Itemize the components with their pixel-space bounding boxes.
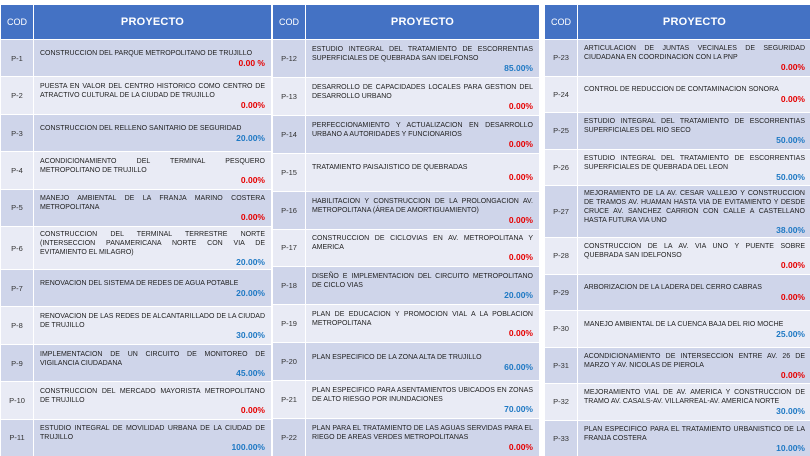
project-cell: [578, 384, 810, 420]
progress-percentage: 20.00%: [236, 257, 265, 268]
project-cell: [34, 77, 271, 113]
project-code: P-26: [545, 150, 578, 186]
project-name: MANEJO AMBIENTAL DE LA CUENCA BAJA DEL RIO MOCHE: [584, 320, 784, 328]
project-cell: [578, 150, 810, 186]
project-name: CONTROL DE REDUCCION DE CONTAMINACION SONORA: [584, 86, 779, 94]
project-code: P-3: [1, 115, 34, 151]
project-code: P-21: [273, 381, 306, 418]
project-cell: [578, 77, 810, 113]
project-name: CONSTRUCCION DE CICLOVIAS EN AV. METROPOLITANA Y AMERICA: [312, 235, 533, 252]
project-cell: [34, 40, 271, 76]
progress-percentage: 20.00%: [236, 133, 265, 144]
project-code: P-22: [273, 419, 306, 456]
progress-percentage: 0.00%: [508, 172, 533, 183]
project-code: P-17: [273, 230, 306, 267]
project-name: ESTUDIO INTEGRAL DEL TRATAMIENTO DE ESCORRENTIAS SUPERFICIALES DE QUEBRADA DEL LEON: [584, 154, 805, 171]
project-code: P-18: [273, 267, 306, 304]
project-cell: [34, 190, 271, 226]
project-cell: [34, 270, 271, 306]
project-table-3: [544, 5, 810, 456]
table-row: [1, 39, 271, 76]
project-cell: [306, 381, 539, 418]
header-cod: COD: [545, 5, 578, 39]
progress-percentage: 0.00%: [508, 442, 533, 453]
progress-percentage: 38.00%: [776, 225, 805, 235]
table-row: [273, 418, 539, 456]
progress-percentage: 0.00%: [240, 404, 265, 415]
table-row: [1, 226, 271, 269]
table-row: [273, 266, 539, 304]
progress-percentage: 60.00%: [504, 361, 533, 372]
progress-percentage: 10.00%: [776, 442, 805, 453]
project-name: CONSTRUCCION DEL PARQUE METROPOLITANO DE TRUJILLO: [40, 50, 253, 58]
progress-percentage: 50.00%: [776, 171, 805, 182]
progress-percentage: 25.00%: [776, 328, 805, 339]
progress-percentage: 20.00%: [236, 288, 265, 299]
project-cell: [34, 420, 271, 456]
project-name: ACONDICIONAMIENTO DEL TERMINAL PESQUERO METROPOLITANO DE TRUJILLO: [40, 157, 265, 174]
project-cell: [306, 154, 539, 191]
project-code: P-5: [1, 190, 34, 226]
project-name: MEJORAMIENTO DE LA AV. CESAR VALLEJO Y CONSTRUCCION DE TRAMOS AV. HUAMAN HASTA VIA DE EVITAMIENTO Y DESDE CRUCE AV. SANCHEZ CARRION CON CALLE A CASTELLANO HASTA FUTURA VIA UNO: [584, 190, 805, 224]
project-name: HABILITACION Y CONSTRUCCION DE LA PROLONGACION AV. METROPOLITANA (ÁREA DE AMORTIGUAMIENTO): [312, 197, 533, 214]
project-code: P-32: [545, 384, 578, 420]
table-row: [545, 420, 810, 456]
table-header: [273, 5, 539, 39]
table-row: [545, 310, 810, 347]
project-code: P-7: [1, 270, 34, 306]
project-name: RENOVACION DEL SISTEMA DE REDES DE AGUA POTABLE: [40, 280, 239, 288]
progress-percentage: 0.00%: [240, 174, 265, 185]
project-name: PLAN PARA EL TRATAMIENTO DE LAS AGUAS SERVIDAS PARA EL RIEGO DE AREAS VERDES METROPOLITANAS: [312, 425, 533, 442]
project-code: P-1: [1, 40, 34, 76]
project-cell: [34, 307, 271, 343]
project-name: DESARROLLO DE CAPACIDADES LOCALES PARA GESTION DEL DESARROLLO URBANO: [312, 83, 533, 100]
progress-percentage: 0.00%: [508, 252, 533, 263]
project-name: CONSTRUCCION DEL RELLENO SANITARIO DE SEGURIDAD: [40, 125, 242, 133]
project-name: CONSTRUCCION DEL TERMINAL TERRESTRE NORTE (INTERSECCION PANAMERICANA NORTE CON VIA DE EVITAMIENTO EL MILAGRO): [40, 231, 265, 257]
project-name: CONSTRUCCION DEL MERCADO MAYORISTA METROPOLITANO DE TRUJILLO: [40, 387, 265, 404]
header-proyecto: PROYECTO: [34, 5, 271, 39]
progress-percentage: 20.00%: [504, 290, 533, 301]
progress-percentage: 30.00%: [236, 330, 265, 341]
table-row: [273, 304, 539, 342]
project-cell: [306, 419, 539, 456]
progress-percentage: 30.00%: [776, 406, 805, 417]
project-cell: [34, 345, 271, 381]
table-row: [1, 381, 271, 418]
project-code: P-23: [545, 40, 578, 76]
header-cod: COD: [1, 5, 34, 39]
project-name: ARBORIZACION DE LA LADERA DEL CERRO CABRAS: [584, 284, 762, 292]
project-code: P-14: [273, 116, 306, 153]
project-cell: [306, 305, 539, 342]
project-name: PERFECCIONAMIENTO Y ACTUALIZACION EN DESARROLLO URBANO A AUTORIDADES Y FUNCIONARIOS: [312, 121, 533, 138]
project-cell: [306, 192, 539, 229]
project-name: MEJORAMIENTO VIAL DE AV. AMERICA Y CONSTRUCCION DE TRAMO AV. CASALS-AV. VILLARREAL-AV. AMERICA NORTE: [584, 389, 805, 406]
table-row: [273, 229, 539, 267]
progress-percentage: 85.00%: [504, 62, 533, 73]
table-row: [1, 344, 271, 381]
table-row: [1, 76, 271, 113]
project-name: PLAN ESPECIFICO PARA EL TRATAMIENTO URBANISTICO DE LA FRANJA COSTERA: [584, 425, 805, 442]
project-name: PUESTA EN VALOR DEL CENTRO HISTORICO COMO CENTRO DE ATRACTIVO CULTURAL DE LA CIUDAD DE TRUJILLO: [40, 83, 265, 100]
table-row: [545, 149, 810, 186]
project-table-1: [0, 5, 272, 456]
project-code: P-25: [545, 113, 578, 149]
table-row: [545, 185, 810, 237]
header-proyecto: PROYECTO: [306, 5, 539, 39]
table-row: [273, 39, 539, 77]
progress-percentage: 70.00%: [504, 404, 533, 415]
project-name: ESTUDIO INTEGRAL DEL TRATAMIENTO DE ESCORRENTIAS SUPERFICIALES DEL RIO SECO: [584, 118, 805, 135]
project-name: PLAN ESPECIFICO DE LA ZONA ALTA DE TRUJILLO: [312, 353, 482, 361]
project-table-2: [272, 5, 540, 456]
project-code: P-16: [273, 192, 306, 229]
project-cell: [34, 152, 271, 188]
progress-percentage: 0.00%: [508, 328, 533, 339]
table-row: [545, 237, 810, 274]
table-row: [1, 151, 271, 188]
project-name: ARTICULACION DE JUNTAS VECINALES DE SEGURIDAD CIUDADANA EN COORDINACION CON LA PNP: [584, 45, 805, 62]
project-code: P-19: [273, 305, 306, 342]
project-code: P-8: [1, 307, 34, 343]
project-cell: [34, 382, 271, 418]
project-cell: [578, 348, 810, 384]
project-cell: [578, 40, 810, 76]
header-proyecto: PROYECTO: [578, 5, 810, 39]
project-code: P-27: [545, 186, 578, 237]
project-code: P-20: [273, 343, 306, 380]
progress-percentage: 0.00%: [240, 212, 265, 223]
project-name: ACONDICIONAMIENTO DE INTERSECCION ENTRE AV. 26 DE MARZO Y AV. NICOLAS DE PIEROLA: [584, 352, 805, 369]
project-name: PLAN ESPECIFICO PARA ASENTAMIENTOS UBICADOS EN ZONAS DE ALTO RIESGO POR INUNDACIONES: [312, 387, 533, 404]
project-cell: [578, 421, 810, 456]
project-code: P-13: [273, 78, 306, 115]
table-row: [273, 380, 539, 418]
progress-percentage: 0.00%: [780, 62, 805, 73]
table-row: [1, 306, 271, 343]
project-code: P-6: [1, 227, 34, 269]
project-cell: [578, 238, 810, 274]
project-name: MANEJO AMBIENTAL DE LA FRANJA MARINO COSTERA METROPOLITANA: [40, 195, 265, 212]
progress-percentage: 0.00%: [508, 138, 533, 149]
table-row: [1, 269, 271, 306]
project-code: P-31: [545, 348, 578, 384]
progress-percentage: 0.00%: [780, 292, 805, 303]
table-row: [1, 114, 271, 151]
table-row: [1, 419, 271, 456]
project-name: CONSTRUCCION DE LA AV. VIA UNO Y PUENTE SOBRE QUEBRADA SAN IDELFONSO: [584, 243, 805, 260]
progress-percentage: 0.00%: [780, 94, 805, 105]
table-header: [545, 5, 810, 39]
project-code: P-9: [1, 345, 34, 381]
project-cell: [34, 115, 271, 151]
progress-percentage: 50.00%: [776, 135, 805, 146]
project-code: P-33: [545, 421, 578, 456]
table-row: [273, 342, 539, 380]
project-cell: [578, 275, 810, 311]
table-row: [1, 189, 271, 226]
table-row: [273, 77, 539, 115]
header-cod: COD: [273, 5, 306, 39]
project-name: ESTUDIO INTEGRAL DEL TRATAMIENTO DE ESCORRENTIAS SUPERFICIALES DE QUEBRADA SAN IDELFONSO: [312, 45, 533, 62]
progress-percentage: 0.00%: [780, 369, 805, 380]
project-cell: [34, 227, 271, 269]
project-name: TRATAMIENTO PAISAJISTICO DE QUEBRADAS: [312, 164, 468, 172]
progress-percentage: 0.00%: [508, 214, 533, 225]
progress-percentage: 100.00%: [231, 442, 265, 453]
progress-percentage: 0.00%: [240, 100, 265, 111]
project-cell: [578, 113, 810, 149]
project-code: P-12: [273, 40, 306, 77]
project-cell: [306, 267, 539, 304]
project-name: RENOVACION DE LAS REDES DE ALCANTARILLADO DE LA CIUDAD DE TRUJILLO: [40, 313, 265, 330]
project-code: P-4: [1, 152, 34, 188]
table-row: [273, 153, 539, 191]
table-row: [545, 347, 810, 384]
project-code: P-30: [545, 311, 578, 347]
project-cell: [306, 78, 539, 115]
table-row: [545, 39, 810, 76]
table-row: [545, 274, 810, 311]
project-name: IMPLEMENTACION DE UN CIRCUITO DE MONITOREO DE VIGILANCIA CIUDADANA: [40, 350, 265, 367]
progress-percentage: 0.00%: [508, 100, 533, 111]
progress-percentage: 0.00%: [780, 260, 805, 271]
project-cell: [306, 343, 539, 380]
project-cell: [306, 116, 539, 153]
project-code: P-10: [1, 382, 34, 418]
table-row: [545, 76, 810, 113]
project-code: P-2: [1, 77, 34, 113]
table-row: [545, 383, 810, 420]
project-code: P-29: [545, 275, 578, 311]
project-name: ESTUDIO INTEGRAL DE MOVILIDAD URBANA DE LA CIUDAD DE TRUJILLO: [40, 425, 265, 442]
project-cell: [578, 311, 810, 347]
table-row: [273, 191, 539, 229]
project-code: P-28: [545, 238, 578, 274]
project-name: PLAN DE EDUCACION Y PROMOCION VIAL A LA POBLACION METROPOLITANA: [312, 311, 533, 328]
project-cell: [578, 186, 810, 237]
project-code: P-11: [1, 420, 34, 456]
project-code: P-15: [273, 154, 306, 191]
project-cell: [306, 40, 539, 77]
progress-percentage: 45.00%: [236, 367, 265, 378]
table-row: [273, 115, 539, 153]
table-row: [545, 112, 810, 149]
project-code: P-24: [545, 77, 578, 113]
project-name: DISEÑO E IMPLEMENTACION DEL CIRCUITO METROPOLITANO DE CICLO VIAS: [312, 273, 533, 290]
project-cell: [306, 230, 539, 267]
table-header: [1, 5, 271, 39]
progress-percentage: 0.00 %: [238, 58, 265, 69]
